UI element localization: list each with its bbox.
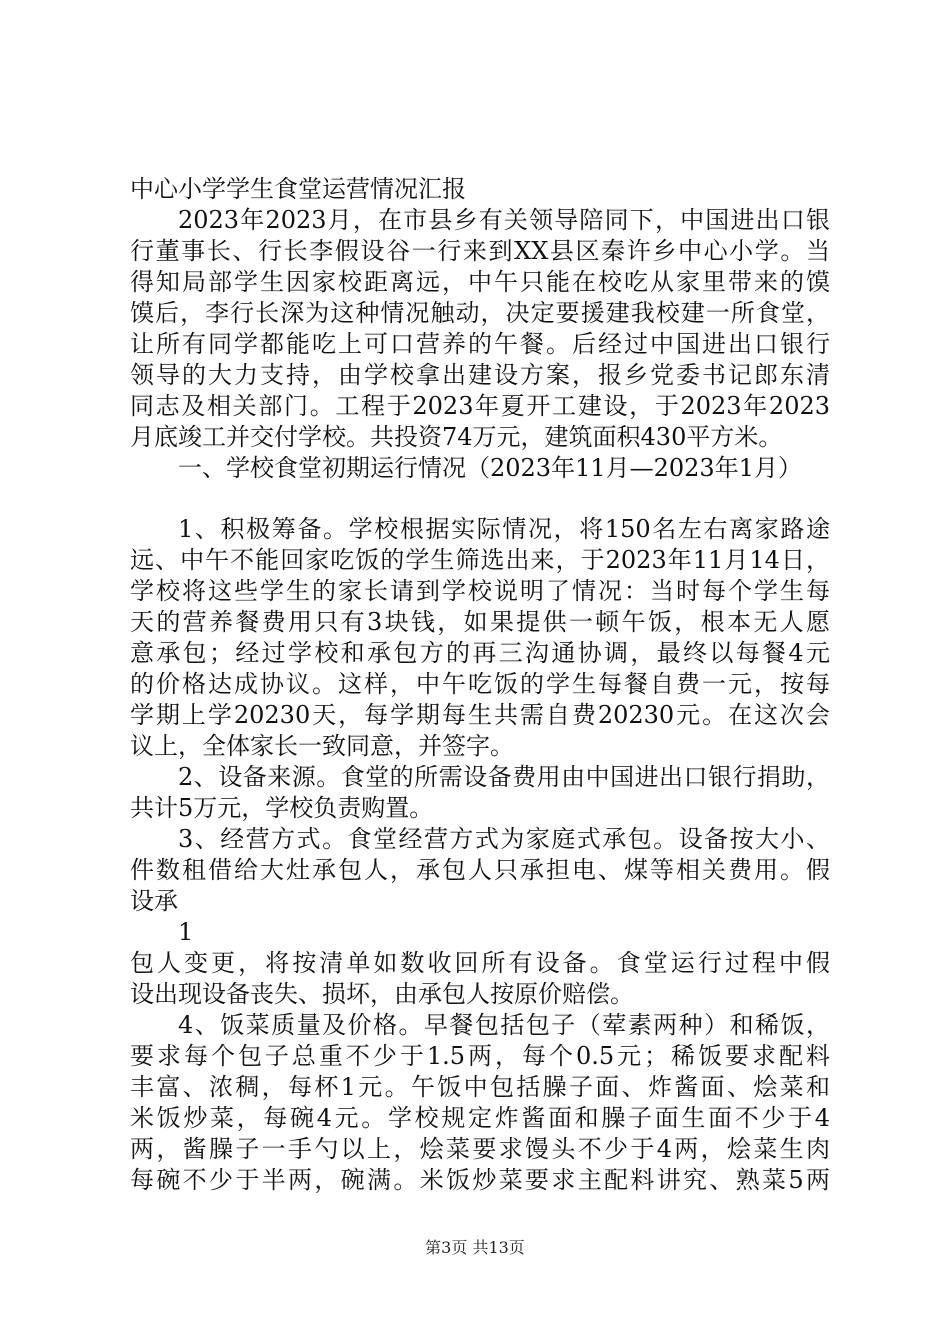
- paragraph-line: 月底竣工并交付学校。共投资74万元，建筑面积430平方米。: [130, 423, 783, 451]
- paragraph-line: 天的营养餐费用只有3块钱，如果提供一顿午饭，根本无人愿: [130, 608, 830, 636]
- paragraph-line: 3、经营方式。食堂经营方式为家庭式承包。设备按大小、: [178, 825, 830, 853]
- paragraph-line: 1、积极筹备。学校根据实际情况，将150名左右离家路途: [178, 515, 830, 543]
- paragraph-line: 包人变更，将按清单如数收回所有设备。食堂运行过程中假: [130, 949, 830, 977]
- paragraph-line: 4、饭菜质量及价格。早餐包括包子（荤素两种）和稀饭，: [178, 1011, 830, 1039]
- page-footer: 第3页 共13页: [425, 1238, 525, 1257]
- paragraph-line: 2023年2023月，在市县乡有关领导陪同下，中国进出口银: [178, 206, 830, 234]
- paragraph-line: 议上，全体家长一致同意，并签字。: [130, 732, 514, 760]
- paragraph-line: 馍后，李行长深为这种情况触动，决定要援建我校建一所食堂，: [130, 299, 830, 327]
- paragraph-line: 设出现设备丧失、损坏，由承包人按原价赔偿。: [130, 980, 634, 1008]
- paragraph-line: 两，酱臊子一手勺以上，烩菜要求馒头不少于4两，烩菜生肉: [130, 1135, 830, 1163]
- paragraph-line: 远、中午不能回家吃饭的学生筛选出来，于2023年11月14日，: [130, 546, 830, 574]
- document-title: 中心小学学生食堂运营情况汇报: [130, 175, 466, 203]
- inline-page-marker: 1: [178, 918, 194, 946]
- paragraph-line: 共计5万元，学校负责购置。: [130, 794, 434, 822]
- paragraph-line: 行董事长、行长李假设谷一行来到XX县区秦许乡中心小学。当: [130, 237, 830, 265]
- paragraph-line: 丰富、浓稠，每杯1元。午饭中包括臊子面、炸酱面、烩菜和: [130, 1073, 830, 1101]
- paragraph-line: 领导的大力支持，由学校拿出建设方案，报乡党委书记郎东清: [130, 361, 830, 389]
- paragraph-line: 意承包；经过学校和承包方的再三沟通协调，最终以每餐4元: [130, 639, 830, 667]
- paragraph-line: 2、设备来源。食堂的所需设备费用由中国进出口银行捐助，: [178, 763, 830, 791]
- paragraph-line: 得知局部学生因家校距离远，中午只能在校吃从家里带来的馍: [130, 268, 830, 296]
- paragraph-line: 学期上学20230天，每学期每生共需自费20230元。在这次会: [130, 701, 830, 729]
- paragraph-line: 设承: [130, 887, 178, 915]
- paragraph-line: 米饭炒菜，每碗4元。学校规定炸酱面和臊子面生面不少于4: [130, 1104, 830, 1132]
- paragraph-line: 的价格达成协议。这样，中午吃饭的学生每餐自费一元，按每: [130, 670, 830, 698]
- paragraph-line: 学校将这些学生的家长请到学校说明了情况：当时每个学生每: [130, 577, 830, 605]
- section-heading: 一、学校食堂初期运行情况（2023年11月—2023年1月）: [178, 454, 802, 482]
- paragraph-line: 同志及相关部门。工程于2023年夏开工建设，于2023年2023: [130, 392, 830, 420]
- paragraph-line: 件数租借给大灶承包人，承包人只承担电、煤等相关费用。假: [130, 856, 830, 884]
- paragraph-line: 要求每个包子总重不少于1.5两，每个0.5元；稀饭要求配料: [130, 1042, 830, 1070]
- paragraph-line: 每碗不少于半两，碗满。米饭炒菜要求主配料讲究、熟菜5两: [130, 1166, 830, 1194]
- paragraph-line: 让所有同学都能吃上可口营养的午餐。后经过中国进出口银行: [130, 330, 830, 358]
